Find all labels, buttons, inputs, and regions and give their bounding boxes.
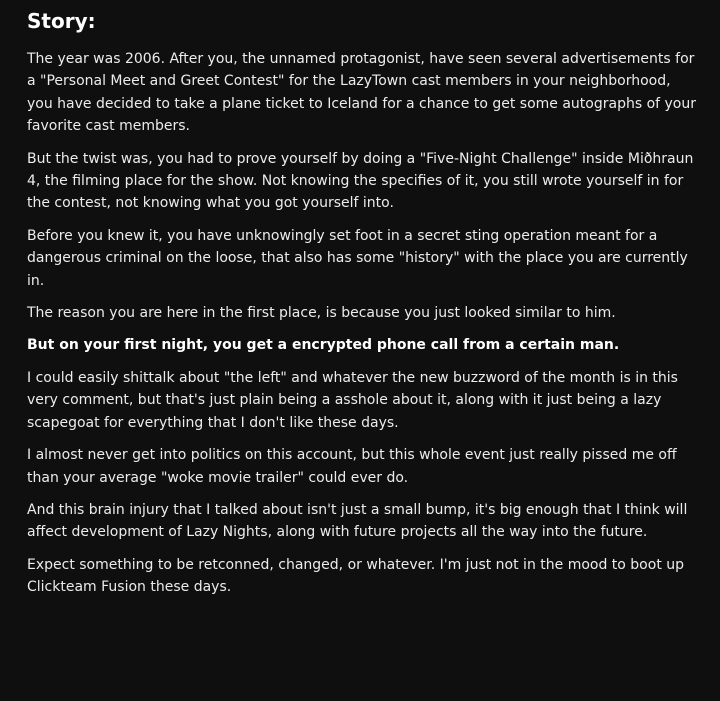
paragraph-6: I could easily shittalk about "the left" and whatever the new buzzword of the month is in this very comment, but that's just plain being a asshole about it, along with it just being a lazy scapegoat for everything that I don't like these days.: [27, 369, 678, 431]
paragraph-4: The reason you are here in the first place, is because you just looked similar to him.: [27, 305, 616, 322]
paragraph-1: The year was 2006. After you, the unnamed protagonist, have seen several advertisements for a "Personal Meet and Greet Contest" for the LazyTown cast members in your neighborhood, you have decided to take a plane ticket to Iceland for a chance to get some autographs of your favorite cast members.: [27, 51, 696, 135]
paragraph-3: Before you knew it, you have unknowingly set foot in a secret sting operation meant for a dangerous criminal on the loose, that also has some "history" with the place you are currently in.: [27, 227, 688, 289]
paragraph-8: And this brain injury that I talked about isn't just a small bump, it's big enough that I think will affect development of Lazy Nights, along with future projects all the way into the future.: [27, 501, 688, 541]
paragraph-5-bold: But on your first night, you get a encrypted phone call from a certain man.: [27, 337, 620, 354]
story-heading: Story:: [27, 9, 96, 33]
paragraph-2: But the twist was, you had to prove yourself by doing a "Five-Night Challenge" inside Miðhraun 4, the filming place for the show. Not knowing the specifies of it, you still wrote yourself in for the contest, not knowing what you got yourself into.: [27, 150, 694, 212]
paragraph-7: I almost never get into politics on this account, but this whole event just really pissed me off than your average "woke movie trailer" could ever do.: [27, 447, 677, 486]
paragraph-9: Expect something to be retconned, changed, or whatever. I'm just not in the mood to boot up Clickteam Fusion these days.: [27, 556, 685, 596]
